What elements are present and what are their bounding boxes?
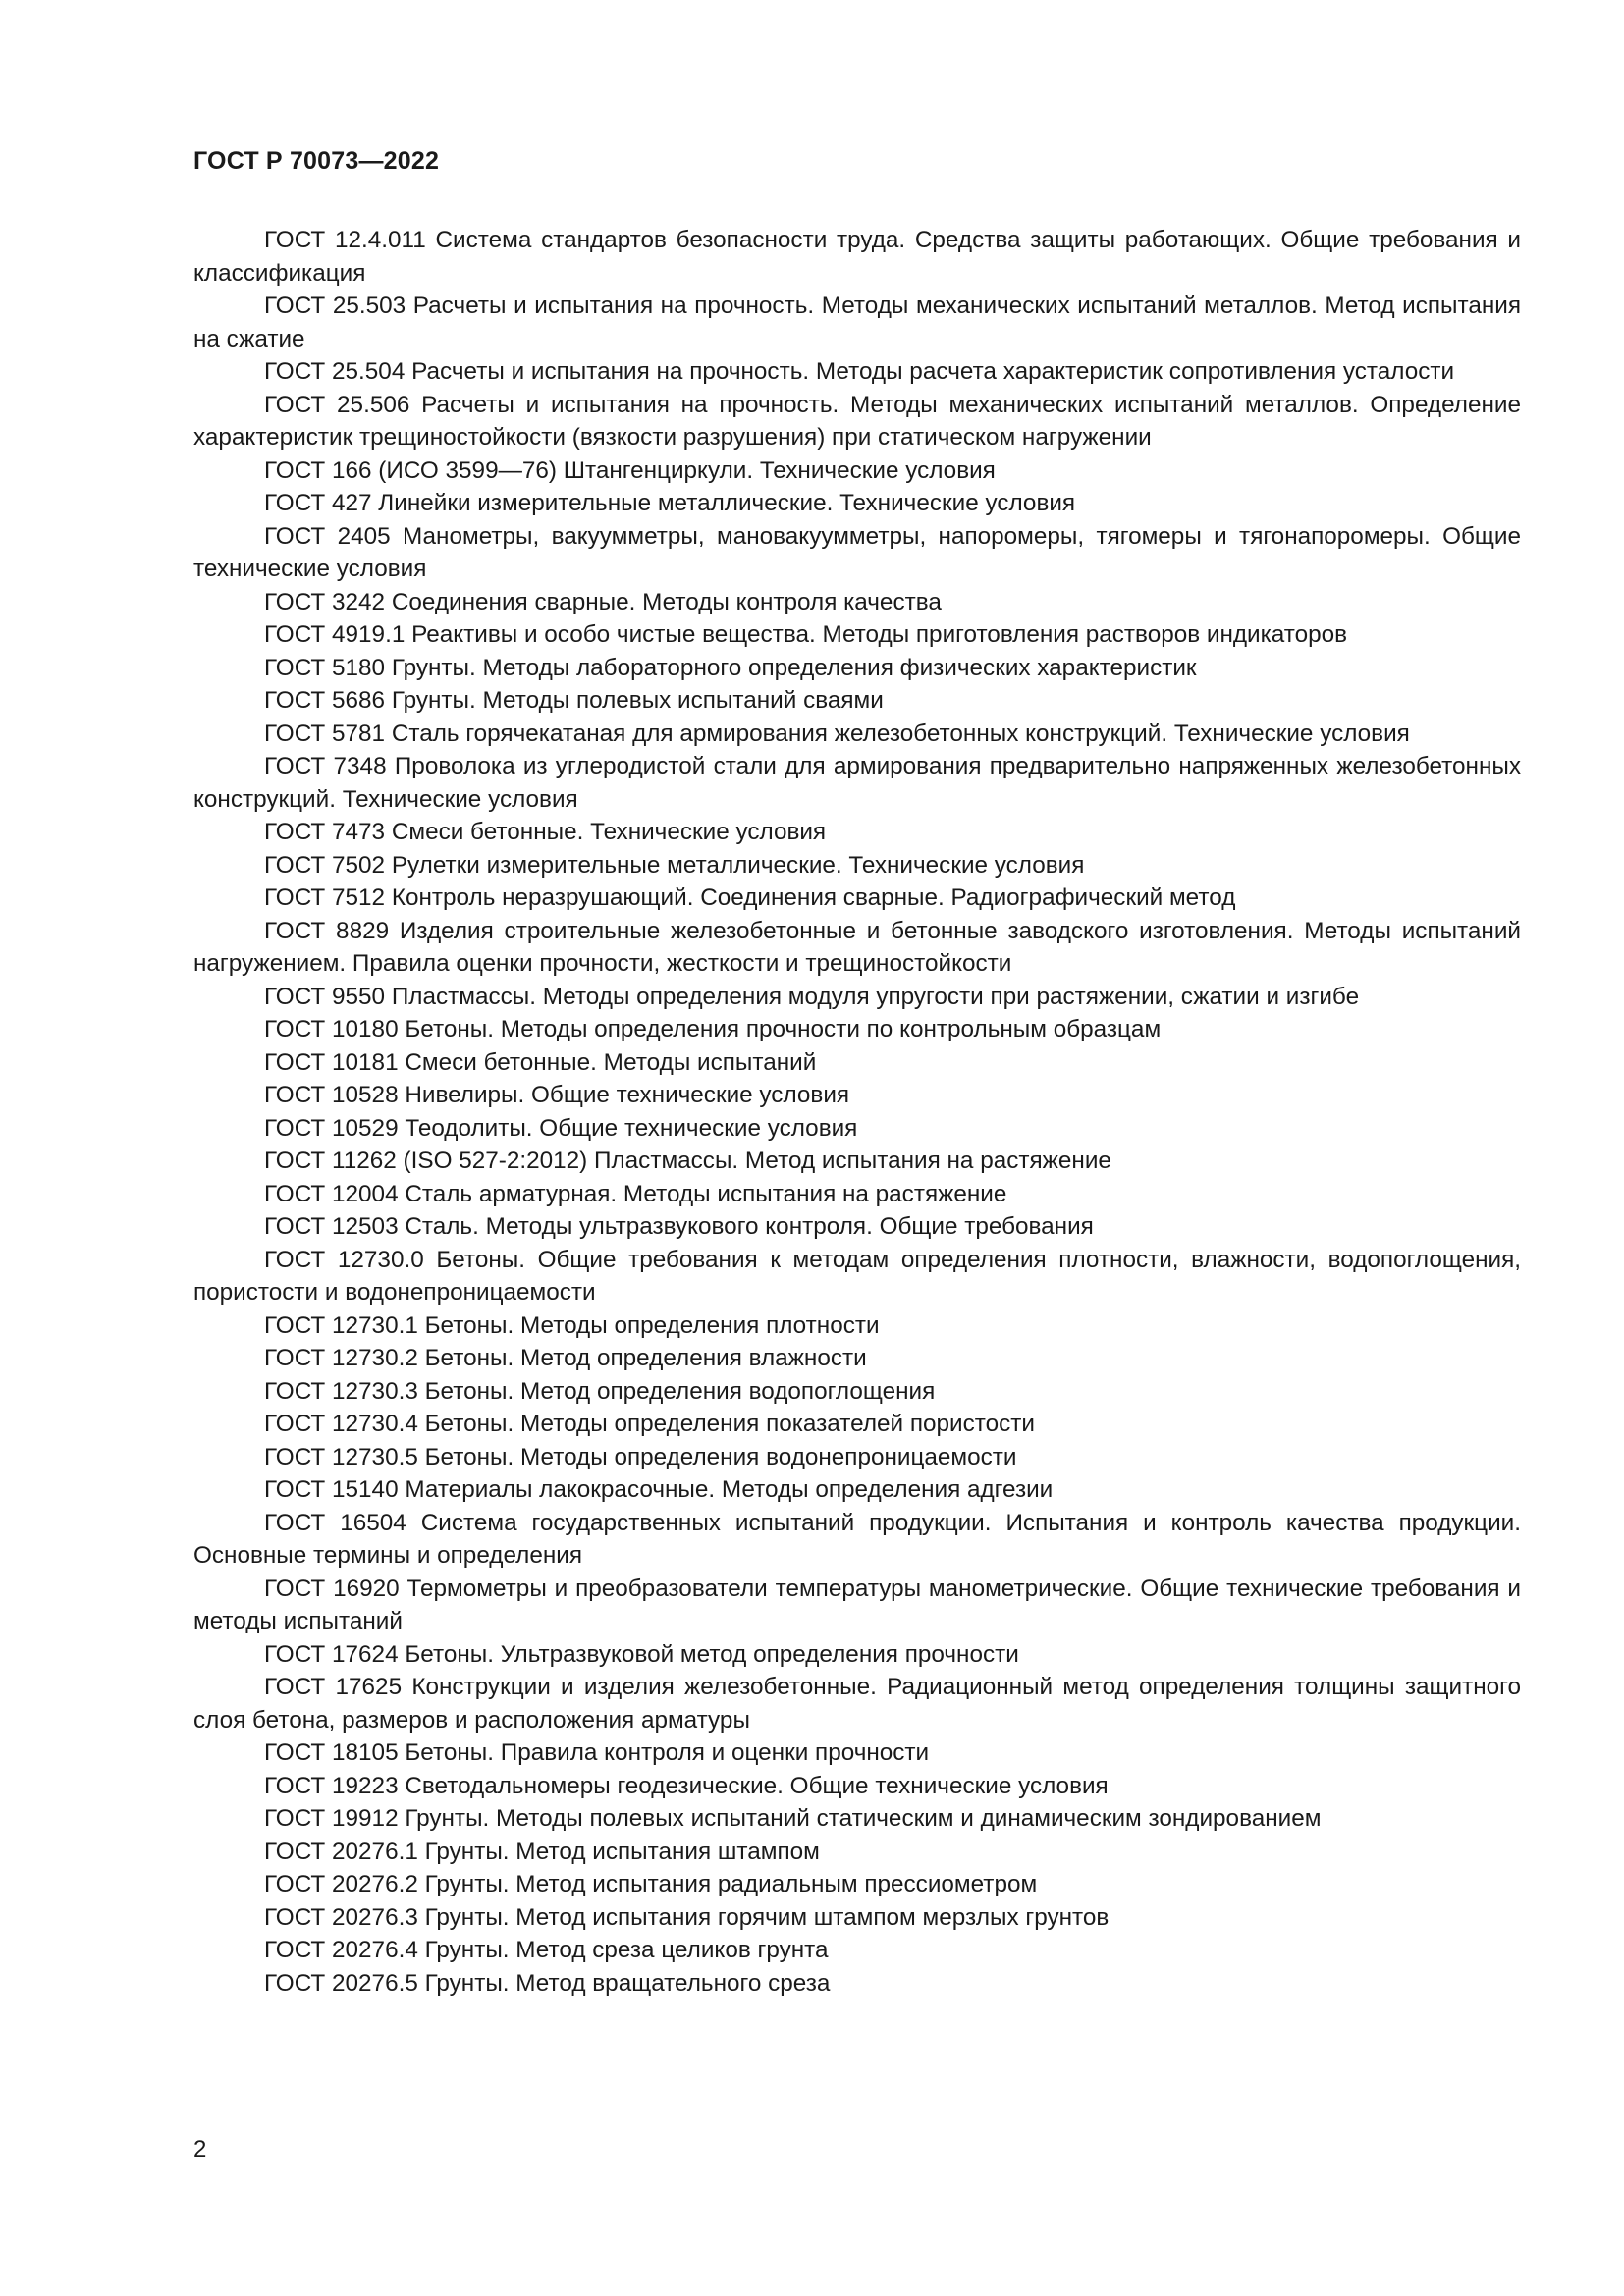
- reference-item: ГОСТ 166 (ИСО 3599—76) Штангенциркули. Технические условия: [264, 456, 996, 484]
- reference-item: ГОСТ 17624 Бетоны. Ультразвуковой метод определения прочности: [264, 1640, 1019, 1668]
- reference-item: ГОСТ 15140 Материалы лакокрасочные. Методы определения адгезии: [264, 1476, 1054, 1503]
- reference-item: ГОСТ 7348 Проволока из углеродистой стали для армирования предварительно напряженных железобетонных конструкций. Технические условия: [193, 753, 1521, 813]
- reference-item: ГОСТ 8829 Изделия строительные железобетонные и бетонные заводского изготовления. Методы испытаний нагружением. Правила оценки прочности, жесткости и трещиностойкости: [193, 917, 1521, 977]
- document-header: ГОСТ Р 70073—2022: [193, 147, 440, 175]
- page-number: 2: [193, 2136, 207, 2163]
- reference-item: ГОСТ 12503 Сталь. Методы ультразвукового контроля. Общие требования: [264, 1213, 1094, 1240]
- reference-item: ГОСТ 427 Линейки измерительные металлические. Технические условия: [264, 490, 1076, 516]
- reference-item: ГОСТ 9550 Пластмассы. Методы определения модуля упругости при растяжении, сжатии и изгибе: [264, 983, 1360, 1010]
- reference-item: ГОСТ 7502 Рулетки измерительные металлические. Технические условия: [264, 851, 1085, 879]
- reference-item: ГОСТ 12730.1 Бетоны. Методы определения плотности: [264, 1311, 880, 1339]
- reference-item: ГОСТ 19223 Светодальномеры геодезические. Общие технические условия: [264, 1772, 1109, 1799]
- reference-item: ГОСТ 25.503 Расчеты и испытания на прочность. Методы механических испытаний металлов. Метод испытания на сжатие: [193, 293, 1521, 352]
- reference-item: ГОСТ 25.506 Расчеты и испытания на прочность. Методы механических испытаний металлов. Определение характеристик трещиностойкости (вязкости разрушения) при статическом нагружении: [193, 391, 1521, 451]
- reference-item: ГОСТ 20276.4 Грунты. Метод среза целиков грунта: [264, 1937, 829, 1963]
- reference-item: ГОСТ 19912 Грунты. Методы полевых испытаний статическим и динамическим зондированием: [264, 1805, 1322, 1832]
- reference-item: ГОСТ 7473 Смеси бетонные. Технические условия: [264, 819, 827, 845]
- reference-item: ГОСТ 20276.5 Грунты. Метод вращательного среза: [264, 1969, 831, 1997]
- reference-item: ГОСТ 12730.4 Бетоны. Методы определения показателей пористости: [264, 1411, 1035, 1437]
- reference-item: ГОСТ 18105 Бетоны. Правила контроля и оценки прочности: [264, 1739, 930, 1766]
- reference-item: ГОСТ 11262 (ISO 527-2:2012) Пластмассы. Метод испытания на растяжение: [264, 1148, 1111, 1174]
- reference-item: ГОСТ 7512 Контроль неразрушающий. Соединения сварные. Радиографический метод: [264, 884, 1236, 911]
- reference-item: ГОСТ 12.4.011 Система стандартов безопасности труда. Средства защиты работающих. Общие требования и классификация: [193, 227, 1521, 287]
- reference-item: ГОСТ 25.504 Расчеты и испытания на прочность. Методы расчета характеристик сопротивления усталости: [264, 358, 1455, 385]
- reference-item: ГОСТ 16504 Система государственных испытаний продукции. Испытания и контроль качества продукции. Основные термины и определения: [193, 1509, 1521, 1569]
- reference-item: ГОСТ 12730.0 Бетоны. Общие требования к методам определения плотности, влажности, водопоглощения, пористости и водонепроницаемости: [193, 1246, 1521, 1306]
- reference-item: ГОСТ 10181 Смеси бетонные. Методы испытаний: [264, 1048, 817, 1076]
- reference-item: ГОСТ 5781 Сталь горячекатаная для армирования железобетонных конструкций. Технические условия: [264, 720, 1410, 747]
- reference-item: ГОСТ 5686 Грунты. Методы полевых испытаний сваями: [264, 687, 884, 714]
- reference-item: ГОСТ 20276.3 Грунты. Метод испытания горячим штампом мерзлых грунтов: [264, 1903, 1110, 1931]
- reference-item: ГОСТ 20276.2 Грунты. Метод испытания радиальным прессиометром: [264, 1871, 1038, 1897]
- normative-references-list: [193, 224, 1521, 2000]
- reference-item: ГОСТ 12730.3 Бетоны. Метод определения водопоглощения: [264, 1377, 936, 1405]
- reference-item: ГОСТ 10529 Теодолиты. Общие технические условия: [264, 1114, 858, 1142]
- reference-item: ГОСТ 2405 Манометры, вакуумметры, мановакуумметры, напоромеры, тягомеры и тягонапоромеры. Общие технические условия: [193, 522, 1521, 582]
- reference-item: ГОСТ 10528 Нивелиры. Общие технические условия: [264, 1082, 850, 1108]
- reference-item: ГОСТ 12004 Сталь арматурная. Методы испытания на растяжение: [264, 1180, 1007, 1207]
- reference-item: ГОСТ 10180 Бетоны. Методы определения прочности по контрольным образцам: [264, 1016, 1162, 1042]
- reference-item: ГОСТ 17625 Конструкции и изделия железобетонные. Радиационный метод определения толщины защитного слоя бетона, размеров и расположения арматуры: [193, 1674, 1521, 1734]
- reference-item: ГОСТ 3242 Соединения сварные. Методы контроля качества: [264, 588, 942, 615]
- reference-item: ГОСТ 4919.1 Реактивы и особо чистые вещества. Методы приготовления растворов индикаторов: [264, 621, 1348, 648]
- reference-item: ГОСТ 20276.1 Грунты. Метод испытания штампом: [264, 1838, 820, 1865]
- reference-item: ГОСТ 12730.5 Бетоны. Методы определения водонепроницаемости: [264, 1443, 1017, 1470]
- reference-item: ГОСТ 12730.2 Бетоны. Метод определения влажности: [264, 1345, 867, 1371]
- reference-item: ГОСТ 5180 Грунты. Методы лабораторного определения физических характеристик: [264, 654, 1197, 681]
- reference-item: ГОСТ 16920 Термометры и преобразователи температуры манометрические. Общие технические требования и методы испытаний: [193, 1575, 1521, 1634]
